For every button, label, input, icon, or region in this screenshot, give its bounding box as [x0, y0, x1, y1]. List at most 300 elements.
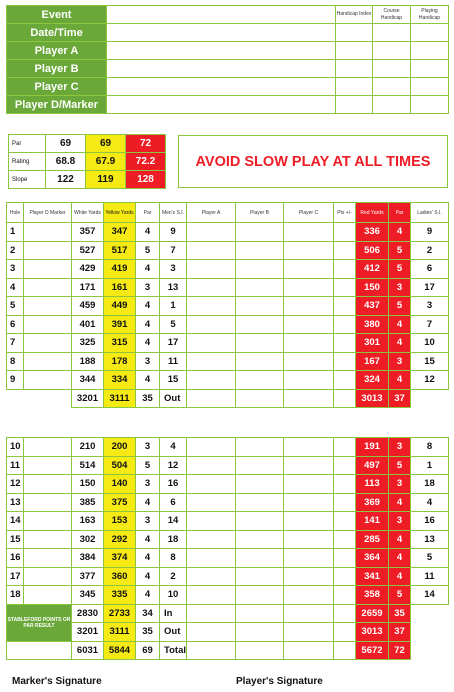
stableford-result-field[interactable]	[7, 641, 72, 660]
tee-ratings-table	[8, 134, 166, 189]
red-yards: 141	[356, 512, 389, 531]
slope-label: Slope	[9, 171, 46, 189]
red-yards: 324	[356, 371, 389, 390]
total-player-a[interactable]	[187, 641, 236, 660]
player-c-score[interactable]	[284, 475, 334, 494]
out-player-c[interactable]	[284, 389, 334, 408]
player-b-score[interactable]	[236, 586, 284, 605]
out-player-b[interactable]	[236, 389, 284, 408]
mens-stroke-index: 8	[160, 549, 187, 568]
par: 4	[136, 334, 160, 353]
ladies-stroke-index: 1	[411, 456, 449, 475]
out-red-par: 37	[389, 389, 411, 408]
red-par: 3	[389, 438, 411, 457]
player-a-playing-handicap[interactable]	[411, 42, 449, 60]
info-cell[interactable]	[373, 24, 411, 42]
player-b-label: Player B	[7, 60, 107, 78]
player-b-score[interactable]	[236, 334, 284, 353]
out-red-yards: 3013	[356, 389, 389, 408]
date-time-field[interactable]	[107, 24, 336, 42]
event-label: Event	[7, 6, 107, 24]
player-d-header: Player D Marker	[24, 203, 72, 223]
white-yards: 325	[72, 334, 104, 353]
player-c-name-field[interactable]	[107, 78, 336, 96]
yellow-yards: 374	[104, 549, 136, 568]
info-row-player-b	[7, 60, 449, 78]
points[interactable]	[334, 456, 356, 475]
total-red-par: 72	[389, 641, 411, 660]
in-player-a[interactable]	[187, 604, 236, 623]
ladies-stroke-index: 8	[411, 438, 449, 457]
white-yards: 377	[72, 567, 104, 586]
hole-row	[7, 334, 449, 353]
white-yards-header: White Yards	[72, 203, 104, 223]
hole-row	[7, 549, 449, 568]
yellow-yards: 334	[104, 371, 136, 390]
out2-label: Out	[160, 623, 187, 642]
date-time-label: Date/Time	[7, 24, 107, 42]
par: 4	[136, 530, 160, 549]
hole-number: 11	[7, 456, 24, 475]
mens-stroke-index: 3	[160, 260, 187, 279]
yellow-yards: 200	[104, 438, 136, 457]
player-a-score[interactable]	[187, 493, 236, 512]
player-a-score[interactable]	[187, 549, 236, 568]
player-b-score[interactable]	[236, 512, 284, 531]
player-d-score[interactable]	[24, 223, 72, 242]
red-yards: 191	[356, 438, 389, 457]
points[interactable]	[334, 241, 356, 260]
out-total-row	[7, 389, 449, 408]
rating-label: Rating	[9, 153, 46, 171]
out-white-yards: 3201	[72, 389, 104, 408]
player-a-score[interactable]	[187, 352, 236, 371]
total-player-c[interactable]	[284, 641, 334, 660]
hole-number: 1	[7, 223, 24, 242]
hole-row	[7, 278, 449, 297]
player-b-name-field[interactable]	[107, 60, 336, 78]
player-b-score[interactable]	[236, 241, 284, 260]
player-d-score[interactable]	[24, 549, 72, 568]
out2-par: 35	[136, 623, 160, 642]
player-d-score[interactable]	[24, 586, 72, 605]
hole-row	[7, 567, 449, 586]
player-d-name-field[interactable]	[107, 96, 336, 114]
out2-red-par: 37	[389, 623, 411, 642]
hole-header: Hole	[7, 203, 24, 223]
player-b-score[interactable]	[236, 315, 284, 334]
spacer	[411, 623, 449, 642]
points[interactable]	[334, 493, 356, 512]
player-c-score[interactable]	[284, 223, 334, 242]
player-a-name-field[interactable]	[107, 42, 336, 60]
par-header: Par	[136, 203, 160, 223]
hole-number: 7	[7, 334, 24, 353]
red-par: 3	[389, 512, 411, 531]
in-total-row	[7, 604, 449, 623]
player-b-playing-handicap[interactable]	[411, 60, 449, 78]
out2-player-c[interactable]	[284, 623, 334, 642]
player-c-handicap-index[interactable]	[336, 78, 373, 96]
player-a-score[interactable]	[187, 530, 236, 549]
ladies-stroke-index: 9	[411, 223, 449, 242]
yellow-yards: 391	[104, 315, 136, 334]
in-red-yards: 2659	[356, 604, 389, 623]
player-a-score[interactable]	[187, 260, 236, 279]
hole-number: 12	[7, 475, 24, 494]
points[interactable]	[334, 352, 356, 371]
red-par: 4	[389, 567, 411, 586]
player-d-score[interactable]	[24, 371, 72, 390]
player-d-score[interactable]	[24, 260, 72, 279]
hole-number: 15	[7, 530, 24, 549]
player-d-score[interactable]	[24, 512, 72, 531]
info-row-event	[7, 6, 449, 24]
par: 4	[136, 223, 160, 242]
hole-row	[7, 260, 449, 279]
red-yards: 341	[356, 567, 389, 586]
hole-number: 9	[7, 371, 24, 390]
out-par: 35	[136, 389, 160, 408]
info-row-player-c	[7, 78, 449, 96]
mens-stroke-index: 11	[160, 352, 187, 371]
player-d-score[interactable]	[24, 297, 72, 316]
player-c-score[interactable]	[284, 512, 334, 531]
total-white-yards: 6031	[72, 641, 104, 660]
red-slope: 128	[126, 171, 166, 189]
white-par: 69	[46, 135, 86, 153]
red-yards: 358	[356, 586, 389, 605]
red-par-header: Par	[389, 203, 411, 223]
points[interactable]	[334, 278, 356, 297]
marker-signature-label: Marker's Signature	[12, 676, 102, 687]
info-cell[interactable]	[336, 24, 373, 42]
mens-stroke-index: 7	[160, 241, 187, 260]
total-red-yards: 5672	[356, 641, 389, 660]
yellow-yards: 375	[104, 493, 136, 512]
player-c-score[interactable]	[284, 278, 334, 297]
player-d-score[interactable]	[24, 278, 72, 297]
player-d-playing-handicap[interactable]	[411, 96, 449, 114]
player-d-score[interactable]	[24, 567, 72, 586]
grand-total-row	[7, 641, 449, 660]
yellow-yards: 292	[104, 530, 136, 549]
par: 4	[136, 567, 160, 586]
player-a-score[interactable]	[187, 297, 236, 316]
white-yards: 345	[72, 586, 104, 605]
player-d-score[interactable]	[24, 334, 72, 353]
hole-row	[7, 352, 449, 371]
yellow-yards: 360	[104, 567, 136, 586]
in-player-b[interactable]	[236, 604, 284, 623]
par: 4	[136, 371, 160, 390]
player-d-score[interactable]	[24, 315, 72, 334]
hole-number: 4	[7, 278, 24, 297]
player-c-playing-handicap[interactable]	[411, 78, 449, 96]
mens-stroke-index: 12	[160, 456, 187, 475]
hole-row	[7, 241, 449, 260]
total-par: 69	[136, 641, 160, 660]
ladies-stroke-index: 5	[411, 549, 449, 568]
player-info-table	[6, 5, 449, 114]
par: 4	[136, 586, 160, 605]
course-handicap-header: Course Handicap	[373, 6, 411, 24]
player-a-score[interactable]	[187, 315, 236, 334]
points[interactable]	[334, 549, 356, 568]
in-player-c[interactable]	[284, 604, 334, 623]
out2-red-yards: 3013	[356, 623, 389, 642]
spacer	[7, 389, 24, 408]
mens-stroke-index: 13	[160, 278, 187, 297]
points[interactable]	[334, 567, 356, 586]
red-yards: 285	[356, 530, 389, 549]
player-c-score[interactable]	[284, 586, 334, 605]
ladies-stroke-index: 4	[411, 493, 449, 512]
white-yards: 527	[72, 241, 104, 260]
points[interactable]	[334, 586, 356, 605]
player-a-score[interactable]	[187, 438, 236, 457]
points[interactable]	[334, 438, 356, 457]
player-a-score[interactable]	[187, 512, 236, 531]
yellow-yards: 419	[104, 260, 136, 279]
player-d-score[interactable]	[24, 475, 72, 494]
points-header: Pts +/-	[334, 203, 356, 223]
red-par: 4	[389, 493, 411, 512]
points[interactable]	[334, 315, 356, 334]
player-b-handicap-index[interactable]	[336, 60, 373, 78]
spacer	[411, 604, 449, 623]
mens-stroke-index: 6	[160, 493, 187, 512]
player-b-score[interactable]	[236, 260, 284, 279]
player-a-score[interactable]	[187, 223, 236, 242]
red-par: 5	[389, 297, 411, 316]
red-rating: 72.2	[126, 153, 166, 171]
player-b-score[interactable]	[236, 549, 284, 568]
par: 3	[136, 352, 160, 371]
par: 3	[136, 512, 160, 531]
ladies-stroke-index: 16	[411, 512, 449, 531]
player-c-score[interactable]	[284, 493, 334, 512]
points[interactable]	[334, 334, 356, 353]
player-b-score[interactable]	[236, 530, 284, 549]
hole-row	[7, 456, 449, 475]
hole-number: 8	[7, 352, 24, 371]
mens-stroke-index: 2	[160, 567, 187, 586]
red-par: 4	[389, 334, 411, 353]
mens-stroke-index: 10	[160, 586, 187, 605]
info-row-player-d	[7, 96, 449, 114]
player-a-score[interactable]	[187, 456, 236, 475]
white-yards: 385	[72, 493, 104, 512]
player-a-score[interactable]	[187, 475, 236, 494]
white-yards: 188	[72, 352, 104, 371]
player-c-score[interactable]	[284, 438, 334, 457]
points[interactable]	[334, 475, 356, 494]
player-d-label: Player D/Marker	[7, 96, 107, 114]
ladies-stroke-index: 7	[411, 315, 449, 334]
player-d-score[interactable]	[24, 530, 72, 549]
red-par: 3	[389, 475, 411, 494]
player-c-score[interactable]	[284, 567, 334, 586]
player-a-course-handicap[interactable]	[373, 42, 411, 60]
out-player-a[interactable]	[187, 389, 236, 408]
red-yards: 437	[356, 297, 389, 316]
yellow-yards: 140	[104, 475, 136, 494]
hole-row	[7, 493, 449, 512]
player-c-score[interactable]	[284, 549, 334, 568]
hole-row	[7, 223, 449, 242]
total-points[interactable]	[334, 641, 356, 660]
player-b-score[interactable]	[236, 567, 284, 586]
player-d-score[interactable]	[24, 352, 72, 371]
white-yards: 429	[72, 260, 104, 279]
hole-row	[7, 371, 449, 390]
info-row-player-a	[7, 42, 449, 60]
points[interactable]	[334, 371, 356, 390]
yellow-yards: 517	[104, 241, 136, 260]
par: 3	[136, 475, 160, 494]
stableford-label: STABLEFORD POINTS OR PAR RESULT	[7, 604, 72, 641]
hole-number: 17	[7, 567, 24, 586]
hole-row	[7, 438, 449, 457]
player-a-score[interactable]	[187, 586, 236, 605]
player-c-score[interactable]	[284, 297, 334, 316]
points[interactable]	[334, 512, 356, 531]
player-b-score[interactable]	[236, 475, 284, 494]
points[interactable]	[334, 297, 356, 316]
player-c-header: Player C	[284, 203, 334, 223]
player-a-score[interactable]	[187, 241, 236, 260]
points[interactable]	[334, 530, 356, 549]
ladies-stroke-index: 3	[411, 297, 449, 316]
front-nine-table	[6, 202, 449, 408]
player-d-handicap-index[interactable]	[336, 96, 373, 114]
player-a-score[interactable]	[187, 334, 236, 353]
white-yards: 401	[72, 315, 104, 334]
points[interactable]	[334, 260, 356, 279]
ladies-stroke-index: 11	[411, 567, 449, 586]
yellow-yards: 153	[104, 512, 136, 531]
player-d-score[interactable]	[24, 241, 72, 260]
mens-si-header: Men's S.I.	[160, 203, 187, 223]
yellow-rating: 67.9	[86, 153, 126, 171]
player-d-course-handicap[interactable]	[373, 96, 411, 114]
in-red-par: 35	[389, 604, 411, 623]
out2-player-b[interactable]	[236, 623, 284, 642]
hole-row	[7, 297, 449, 316]
handicap-index-header: Handicap Index	[336, 6, 373, 24]
player-a-handicap-index[interactable]	[336, 42, 373, 60]
ladies-stroke-index: 13	[411, 530, 449, 549]
player-c-score[interactable]	[284, 241, 334, 260]
back-nine-table	[6, 437, 449, 660]
player-d-score[interactable]	[24, 438, 72, 457]
player-b-score[interactable]	[236, 223, 284, 242]
par-label: Par	[9, 135, 46, 153]
hole-number: 3	[7, 260, 24, 279]
in-points[interactable]	[334, 604, 356, 623]
par: 4	[136, 549, 160, 568]
player-a-score[interactable]	[187, 278, 236, 297]
info-cell[interactable]	[411, 24, 449, 42]
player-a-score[interactable]	[187, 371, 236, 390]
red-yards: 506	[356, 241, 389, 260]
total-player-b[interactable]	[236, 641, 284, 660]
player-b-header: Player B	[236, 203, 284, 223]
player-b-score[interactable]	[236, 456, 284, 475]
out-yellow-yards: 3111	[104, 389, 136, 408]
hole-number: 13	[7, 493, 24, 512]
hole-number: 18	[7, 586, 24, 605]
player-c-score[interactable]	[284, 315, 334, 334]
hole-number: 5	[7, 297, 24, 316]
out2-player-a[interactable]	[187, 623, 236, 642]
mens-stroke-index: 5	[160, 315, 187, 334]
out-label: Out	[160, 389, 187, 408]
player-b-course-handicap[interactable]	[373, 60, 411, 78]
in-label: In	[160, 604, 187, 623]
player-b-score[interactable]	[236, 278, 284, 297]
player-c-course-handicap[interactable]	[373, 78, 411, 96]
player-a-header: Player A	[187, 203, 236, 223]
mens-stroke-index: 18	[160, 530, 187, 549]
player-a-score[interactable]	[187, 567, 236, 586]
in-yellow-yards: 2733	[104, 604, 136, 623]
player-b-score[interactable]	[236, 297, 284, 316]
tee-row	[9, 153, 166, 171]
player-c-score[interactable]	[284, 456, 334, 475]
out-points[interactable]	[334, 389, 356, 408]
player-c-score[interactable]	[284, 352, 334, 371]
par: 4	[136, 315, 160, 334]
player-d-score[interactable]	[24, 493, 72, 512]
player-b-score[interactable]	[236, 352, 284, 371]
mens-stroke-index: 16	[160, 475, 187, 494]
red-par: 5	[389, 241, 411, 260]
ladies-stroke-index: 18	[411, 475, 449, 494]
player-c-score[interactable]	[284, 371, 334, 390]
mens-stroke-index: 17	[160, 334, 187, 353]
player-b-score[interactable]	[236, 493, 284, 512]
red-par: 4	[389, 223, 411, 242]
red-par: 72	[126, 135, 166, 153]
red-yards: 364	[356, 549, 389, 568]
yellow-yards: 161	[104, 278, 136, 297]
player-c-score[interactable]	[284, 334, 334, 353]
out2-points[interactable]	[334, 623, 356, 642]
spacer	[411, 389, 449, 408]
spacer	[24, 389, 72, 408]
hole-number: 16	[7, 549, 24, 568]
event-field[interactable]	[107, 6, 336, 24]
player-c-score[interactable]	[284, 530, 334, 549]
par: 4	[136, 297, 160, 316]
ladies-stroke-index: 12	[411, 371, 449, 390]
player-b-score[interactable]	[236, 371, 284, 390]
player-c-score[interactable]	[284, 260, 334, 279]
info-row-date	[7, 24, 449, 42]
hole-number: 14	[7, 512, 24, 531]
red-par: 4	[389, 315, 411, 334]
red-yards: 369	[356, 493, 389, 512]
player-b-score[interactable]	[236, 438, 284, 457]
yellow-yards: 335	[104, 586, 136, 605]
hole-number: 2	[7, 241, 24, 260]
points[interactable]	[334, 223, 356, 242]
player-d-score[interactable]	[24, 456, 72, 475]
par: 5	[136, 456, 160, 475]
white-slope: 122	[46, 171, 86, 189]
